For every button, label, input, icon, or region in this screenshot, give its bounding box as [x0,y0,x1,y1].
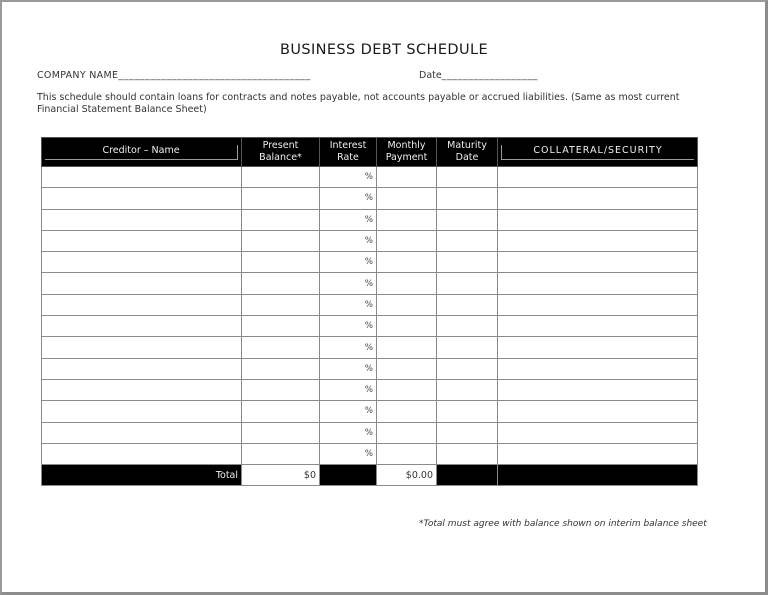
maturity-date-cell[interactable] [437,358,498,379]
collateral-cell[interactable] [498,188,698,209]
header-collateral-security: COLLATERAL/SECURITY [498,138,698,167]
total-row [42,465,698,486]
creditor-name-cell[interactable] [42,443,242,464]
table-header-row [42,138,698,167]
monthly-payment-cell[interactable] [377,188,437,209]
collateral-cell[interactable] [498,401,698,422]
maturity-date-cell[interactable] [437,316,498,337]
interest-rate-cell[interactable]: % [320,188,377,209]
interest-rate-cell[interactable]: % [320,422,377,443]
monthly-payment-cell[interactable] [377,273,437,294]
maturity-date-cell[interactable] [437,167,498,188]
interest-rate-cell[interactable]: % [320,401,377,422]
maturity-date-cell[interactable] [437,209,498,230]
collateral-cell[interactable] [498,337,698,358]
monthly-payment-cell[interactable] [377,422,437,443]
present-balance-cell[interactable] [242,316,320,337]
table-row [42,294,698,315]
maturity-date-cell[interactable] [437,337,498,358]
interest-rate-cell[interactable]: % [320,209,377,230]
present-balance-cell[interactable] [242,358,320,379]
table-row [42,252,698,273]
present-balance-cell[interactable] [242,443,320,464]
creditor-name-cell[interactable] [42,401,242,422]
present-balance-cell[interactable] [242,230,320,251]
total-collateral-blank [498,465,698,486]
creditor-name-cell[interactable] [42,188,242,209]
creditor-name-cell[interactable] [42,252,242,273]
creditor-name-cell[interactable] [42,230,242,251]
monthly-payment-cell[interactable] [377,337,437,358]
present-balance-cell[interactable] [242,294,320,315]
monthly-payment-cell[interactable] [377,379,437,400]
date-label: Date [419,70,442,81]
creditor-name-cell[interactable] [42,167,242,188]
present-balance-cell[interactable] [242,209,320,230]
table-row [42,188,698,209]
table-row [42,443,698,464]
header-creditor-name: Creditor – Name [42,138,242,167]
present-balance-cell[interactable] [242,167,320,188]
monthly-payment-cell[interactable] [377,230,437,251]
date-blank[interactable]: __________________ [441,70,539,81]
collateral-cell[interactable] [498,422,698,443]
monthly-payment-cell[interactable] [377,294,437,315]
collateral-cell[interactable] [498,273,698,294]
document-title: BUSINESS DEBT SCHEDULE [279,42,489,58]
table-row [42,167,698,188]
maturity-date-cell[interactable] [437,443,498,464]
collateral-cell[interactable] [498,230,698,251]
interest-rate-cell[interactable]: % [320,379,377,400]
total-monthly-payment: $0.00 [377,465,437,486]
company-name-field[interactable] [37,70,311,81]
table-row [42,230,698,251]
present-balance-cell[interactable] [242,273,320,294]
monthly-payment-cell[interactable] [377,252,437,273]
maturity-date-cell[interactable] [437,188,498,209]
interest-rate-cell[interactable]: % [320,273,377,294]
table-row [42,358,698,379]
total-present-balance: $0 [242,465,320,486]
collateral-cell[interactable] [498,443,698,464]
maturity-date-cell[interactable] [437,273,498,294]
creditor-name-cell[interactable] [42,422,242,443]
interest-rate-cell[interactable]: % [320,337,377,358]
collateral-cell[interactable] [498,167,698,188]
present-balance-cell[interactable] [242,401,320,422]
table-row [42,273,698,294]
header-maturity-date: Maturity Date [437,138,498,167]
monthly-payment-cell[interactable] [377,358,437,379]
header-present-balance: Present Balance* [242,138,320,167]
maturity-date-cell[interactable] [437,422,498,443]
interest-rate-cell[interactable]: % [320,230,377,251]
collateral-cell[interactable] [498,294,698,315]
maturity-date-cell[interactable] [437,230,498,251]
company-name-label: COMPANY NAME [37,70,119,81]
monthly-payment-cell[interactable] [377,316,437,337]
interest-rate-cell[interactable]: % [320,316,377,337]
creditor-name-cell[interactable] [42,337,242,358]
maturity-date-cell[interactable] [437,379,498,400]
creditor-name-cell[interactable] [42,379,242,400]
present-balance-cell[interactable] [242,379,320,400]
creditor-name-cell[interactable] [42,209,242,230]
total-label: Total [42,465,242,486]
table-row [42,379,698,400]
present-balance-cell[interactable] [242,188,320,209]
footnote: *Total must agree with balance shown on interim balance sheet [419,519,707,529]
present-balance-cell[interactable] [242,252,320,273]
monthly-payment-cell[interactable] [377,167,437,188]
present-balance-cell[interactable] [242,337,320,358]
instructions-note: This schedule should contain loans for contracts and notes payable, not accounts payable or accrued liabilities. (Same as most current Financial Statement Balance Sheet) [37,92,680,115]
table-row [42,401,698,422]
creditor-name-cell[interactable] [42,273,242,294]
total-rate-blank [320,465,377,486]
maturity-date-cell[interactable] [437,401,498,422]
table-row [42,209,698,230]
monthly-payment-cell[interactable] [377,209,437,230]
creditor-name-cell[interactable] [42,358,242,379]
collateral-cell[interactable] [498,252,698,273]
monthly-payment-cell[interactable] [377,401,437,422]
date-field[interactable] [419,70,538,81]
interest-rate-cell[interactable]: % [320,443,377,464]
table-row [42,337,698,358]
table-row [42,316,698,337]
creditor-name-cell[interactable] [42,316,242,337]
collateral-cell[interactable] [498,316,698,337]
table-row [42,422,698,443]
present-balance-cell[interactable] [242,422,320,443]
interest-rate-cell[interactable]: % [320,358,377,379]
header-monthly-payment: Monthly Payment [377,138,437,167]
collateral-cell[interactable] [498,209,698,230]
collateral-cell[interactable] [498,379,698,400]
interest-rate-cell[interactable]: % [320,252,377,273]
company-name-blank[interactable]: ____________________________________ [118,70,311,81]
monthly-payment-cell[interactable] [377,443,437,464]
collateral-cell[interactable] [498,358,698,379]
interest-rate-cell[interactable]: % [320,294,377,315]
header-interest-rate: Interest Rate [320,138,377,167]
creditor-name-cell[interactable] [42,294,242,315]
debt-schedule-table [41,137,698,486]
maturity-date-cell[interactable] [437,294,498,315]
maturity-date-cell[interactable] [437,252,498,273]
interest-rate-cell[interactable]: % [320,167,377,188]
total-maturity-blank [437,465,498,486]
